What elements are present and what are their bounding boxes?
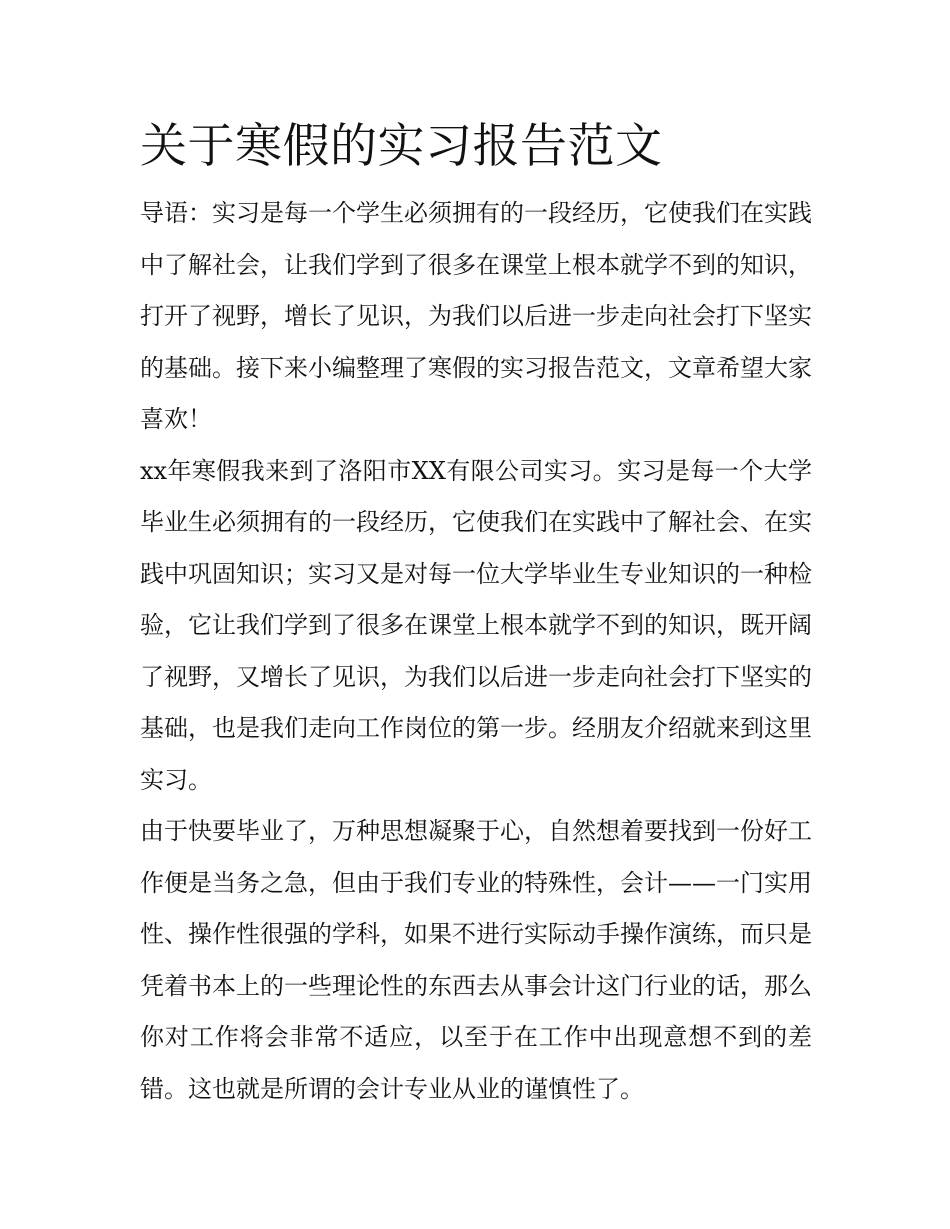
document-body — [140, 112, 812, 1115]
body-paragraph-1: xx年寒假我来到了洛阳市XX有限公司实习。实习是每一个大学毕业生必须拥有的一段经历，它使我们在实践中了解社会、在实践中巩固知识；实习又是对每一位大学毕业生专业知识的一种检验，它让我们学到了很多在课堂上根本就学不到的知识，既开阔了视野，又增长了见识，为我们以后进一步走向社会打下坚实的基础，也是我们走向工作岗位的第一步。经朋友介绍就来到这里实习。 — [140, 456, 812, 794]
body-paragraph-2: 由于快要毕业了，万种思想凝聚于心，自然想着要找到一份好工作便是当务之急，但由于我们专业的特殊性，会计——一门实用性、操作性很强的学科，如果不进行实际动手操作演练，而只是凭着书本上的一些理论性的东西去从事会计这门行业的话，那么你对工作将会非常不适应，以至于在工作中出现意想不到的差错。这也就是所谓的会计专业从业的谨慎性了。 — [140, 817, 812, 1103]
intro-paragraph: 导语：实习是每一个学生必须拥有的一段经历，它使我们在实践中了解社会，让我们学到了很多在课堂上根本就学不到的知识，打开了视野，增长了见识，为我们以后进一步走向社会打下坚实的基础。接下来小编整理了寒假的实习报告范文，文章希望大家喜欢！ — [140, 199, 812, 433]
document-title: 关于寒假的实习报告范文 — [140, 119, 663, 174]
